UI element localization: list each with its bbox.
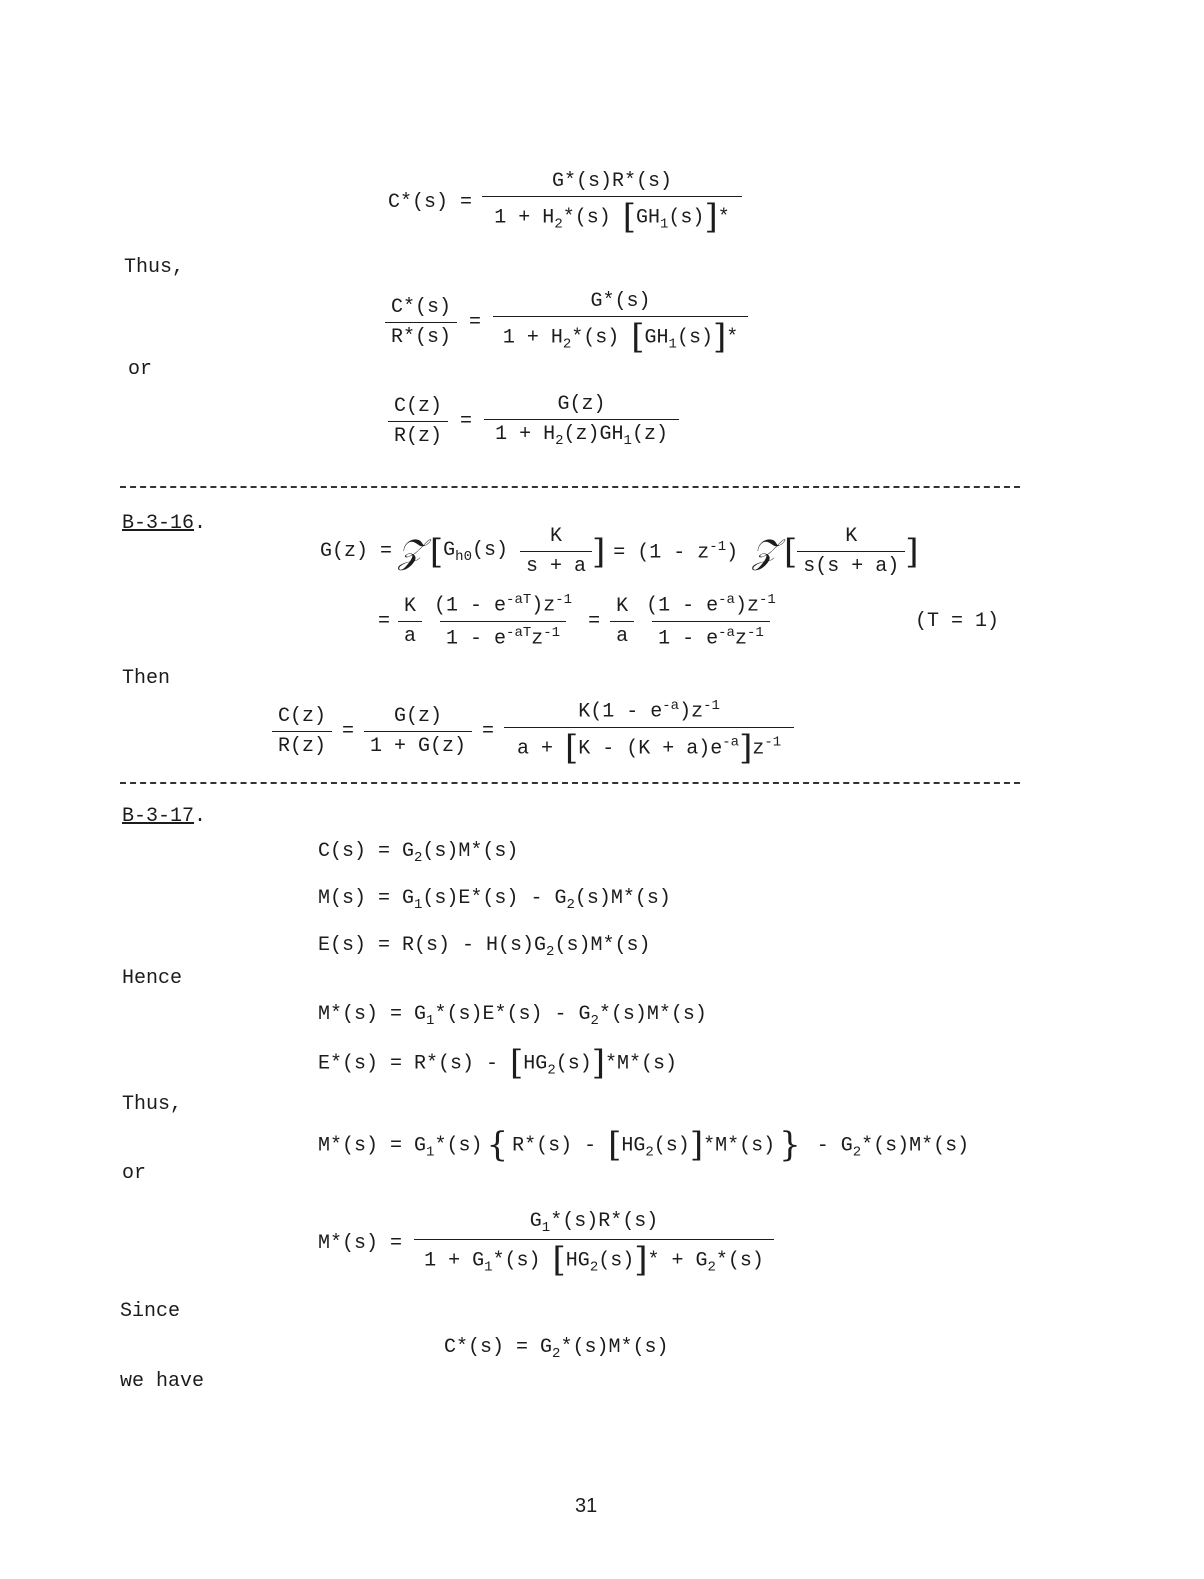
dashed-divider	[120, 782, 1020, 784]
fraction: $\frac{G(z)}{1 + G(z)}$	[364, 705, 472, 758]
fraction: $\frac{K}{a}$	[610, 595, 634, 648]
heading-label: B-3-17	[122, 805, 195, 828]
eq-lhs: C*(s) =	[388, 190, 473, 214]
equation-c-star-final: $C*(s) = G_2*(s)M*(s)$	[444, 1336, 669, 1362]
equals: =	[460, 409, 473, 433]
equation-m-star-substituted: $M*(s) = G_1*(s)$ { $R*(s) - [HG_2(s)]*M*(s)$ } - $G_2*(s)M*(s)$	[318, 1125, 970, 1165]
problem-heading-b-3-16: B-3-16.	[122, 512, 207, 535]
fraction: $\frac{K}{s(s + a)}$	[797, 525, 905, 578]
fraction: $\frac{K}{a}$	[398, 595, 422, 648]
fraction-rhs	[493, 290, 748, 357]
equation-cz-over-rz	[388, 393, 679, 449]
page-number: 31	[575, 1495, 598, 1517]
equation-c-of-s: $C(s) = G_2(s)M*(s)$	[318, 840, 519, 866]
fraction-lhs	[388, 395, 448, 448]
denominator: R*(s)	[385, 322, 457, 349]
fraction: $\frac{K}{s + a}$	[520, 525, 592, 578]
equation-m-star-solved	[318, 1210, 774, 1280]
equation-e-star: $E*(s) = R*(s) - [HG_2(s)]*M*(s)$	[318, 1043, 678, 1083]
text-since: Since	[120, 1300, 181, 1323]
equation-c-over-r-star	[385, 290, 748, 357]
equals: =	[469, 310, 482, 334]
eq-lhs: M*(s) =	[318, 1232, 403, 1255]
fraction-lhs	[385, 296, 457, 349]
fraction: $\frac{G_1*(s)R*(s)}{1 + G_1*(s) [HG_2(s)]* + G_2*(s)}$	[414, 1210, 774, 1277]
equation-b316-expansion: = $\frac{K}{a}$ $\frac{(1 - e^{-aT})z^{-1}}{1 - e^{-aT}z^{-1}}$ = $\frac{K}{a}$ $\frac{(1 - e^{-a})z^{-1}}{1 - e^{-a}z^{-1}}$	[378, 592, 782, 650]
fraction: $\frac{C(z)}{R(z)}$	[272, 705, 332, 758]
fraction-rhs	[484, 393, 679, 449]
numerator: G*(s)	[590, 290, 651, 313]
equation-m-of-s: $M(s) = G_1(s)E*(s) - G_2(s)M*(s)$	[318, 887, 671, 913]
numerator: C*(s)	[391, 295, 452, 319]
fraction: $\frac{K(1 - e^{-a})z^{-1}}{a + [K - (K + a)e^{-a}]z^{-1}}$	[504, 698, 794, 765]
text-or-2: or	[122, 1162, 147, 1185]
equation-b316-closed-loop: $\frac{C(z)}{R(z)}$ = $\frac{G(z)}{1 + G(z)}$ = $\frac{K(1 - e^{-a})z^{-1}}{a + [K - (K + a)e^{-a}]z^{-1}}$	[272, 698, 794, 765]
equation-e-of-s: $E(s) = R(s) - H(s)G_2(s)M*(s)$	[318, 934, 651, 960]
text-hence: Hence	[122, 967, 183, 990]
equation-b316-gz: G(z) = 𝒵 [ $G_{h0}(s)$ $\frac{K}{s + a}$ ] = $(1 - z^{-1})$ 𝒵 [ $\frac{K}{s(s + a)}$ ]	[320, 525, 919, 578]
z-transform-symbol: 𝒵	[398, 531, 424, 572]
text-then: Then	[122, 667, 171, 690]
heading-label: B-3-16	[122, 512, 195, 535]
equation-m-star: $M*(s) = G_1*(s)E*(s) - G_2*(s)M*(s)$	[318, 1003, 707, 1029]
fraction: $\frac{(1 - e^{-a})z^{-1}}{1 - e^{-a}z^{-1}}$	[646, 592, 776, 651]
denominator: R(z)	[388, 421, 448, 448]
fraction	[482, 170, 742, 237]
numerator: G*(s)R*(s)	[552, 170, 673, 193]
text-or: or	[128, 358, 153, 381]
denominator: $1 + H_2*(s)$ $[GH_1(s)]*$	[493, 316, 748, 354]
text-thus: Thus,	[124, 256, 185, 279]
numerator: C(z)	[394, 394, 443, 418]
numerator: G(z)	[557, 393, 606, 416]
fraction: $\frac{(1 - e^{-aT})z^{-1}}{1 - e^{-aT}z^{-1}}$	[434, 592, 573, 651]
problem-heading-b-3-17: B-3-17.	[122, 805, 207, 828]
equation-c-star	[388, 170, 742, 237]
denominator: $1 + H_2*(s)$ $[GH_1(s)]*$	[482, 196, 742, 234]
condition-t-equals-1: (T = 1)	[915, 610, 1000, 633]
z-transform-symbol: 𝒵	[752, 531, 778, 572]
denominator: $1 + H_2(z)GH_1(z)$	[484, 419, 679, 449]
dashed-divider	[120, 486, 1020, 488]
text-thus-2: Thus,	[122, 1093, 183, 1116]
text-we-have: we have	[120, 1370, 205, 1393]
